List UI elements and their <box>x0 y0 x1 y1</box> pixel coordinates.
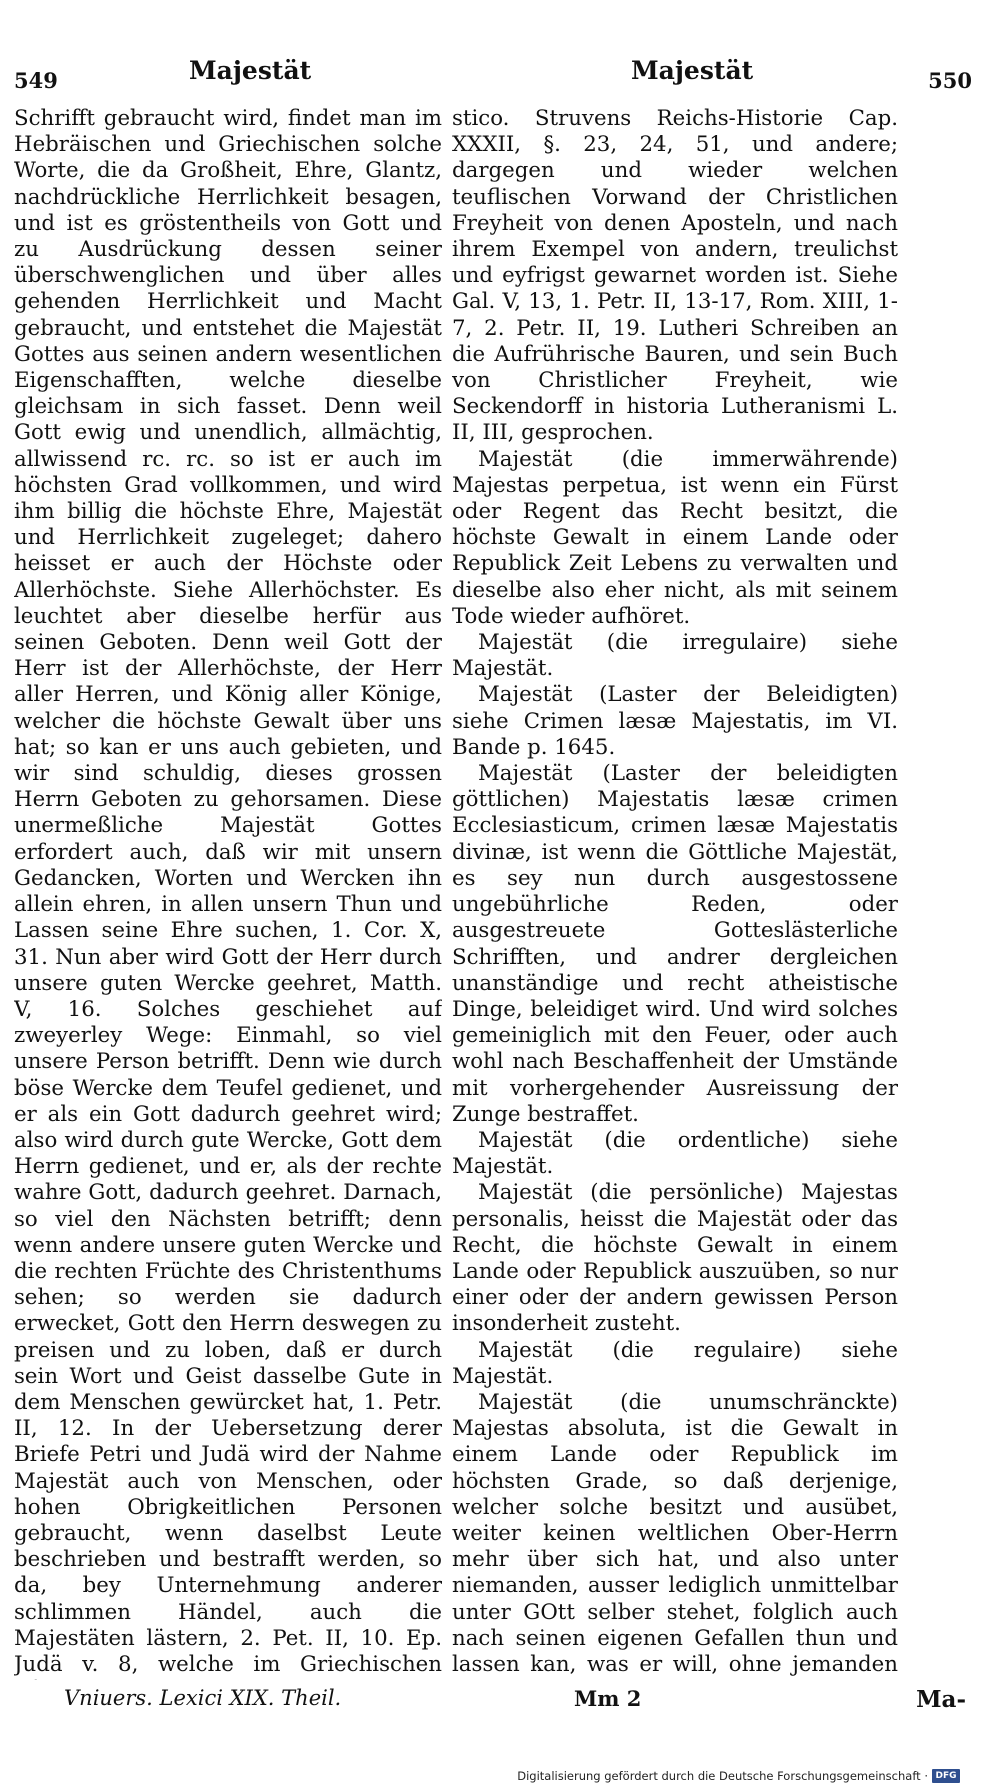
running-header <box>14 56 986 106</box>
page-number-left: 549 <box>14 68 58 93</box>
entry-majestat-laster-gottlichen: Majestät (Laster der beleidigten göttlichen) Majestatis læsæ crimen Ecclesiasticum, crimen læsæ Majestatis divinæ, ist wenn die Göttliche Majestät, es sey nun durch ausgestossene ungebührliche Reden, oder ausgestreuete Gotteslästerliche Schrifften, und andrer dergleichen unanständige und recht atheistische Dinge, beleidiget wird. Und wird solches gemeiniglich mit den Feuer, oder auch wohl nach Beschaffenheit der Umstände mit vorhergehender Ausreissung der Zunge bestraffet. <box>452 761 898 1127</box>
entry-majestat-unumschranckte: Majestät (die unumschränckte) Majestas absoluta, ist die Gewalt in einem Lande oder Republick im höchsten Grade, so daß derjenige, welcher solche besitzt und ausübet, weiter keinen weltlichen Ober-Herrn mehr über sich hat, und also unter niemanden, ausser lediglich unmittelbar unter GOtt selber stehet, folglich auch nach seinen eigenen Gefallen thun und lassen kan, was er will, ohne jemanden <box>452 1389 898 1677</box>
right-paragraph-continuation: stico. Struvens Reichs-Historie Cap. XXXII, §. 23, 24, 51, und andere; dargegen und wieder welchen teuflischen Vorwand der Christlichen Freyheit von denen Aposteln, und nach ihrem Exempel von andern, treulichst und eyfrigst gewarnet worden ist. Siehe Gal. V, 13, 1. Petr. II, 13-17, Rom. XIII, 1-7, 2. Petr. II, 19. Lutheri Schreiben an die Aufrührische Bauren, und sein Buch von Christlicher Freyheit, wie Seckendorff in historia Lutheranismi L. II, III, gesprochen. <box>452 106 898 446</box>
quire-mark: Mm 2 <box>574 1686 642 1711</box>
entry-majestat-regulaire: Majestät (die regulaire) siehe Majestät. <box>452 1337 898 1389</box>
catchword: Ma- <box>916 1686 966 1713</box>
right-column <box>452 106 898 1680</box>
signature-line: Vniuers. Lexici XIX. Theil. <box>64 1686 342 1710</box>
running-title-right: Majestät <box>631 56 754 85</box>
digitization-credit <box>517 1766 960 1786</box>
running-title-left: Majestät <box>189 56 312 85</box>
entry-majestat-ordentliche: Majestät (die ordentliche) siehe Majestät. <box>452 1127 898 1180</box>
entry-majestat-personliche: Majestät (die persönliche) Majestas personalis, heisst die Majestät oder das Recht, die höchste Gewalt in einem Lande oder Republick auszuüben, so nur einer oder der andern gewissen Person insonderheit zusteht. <box>452 1180 898 1337</box>
credit-text: Digitalisierung gefördert durch die Deutsche Forschungsgemeinschaft · <box>517 1769 928 1783</box>
left-paragraph: Schrifft gebraucht wird, findet man im Hebräischen und Griechischen solche Worte, die da Großheit, Ehre, Glantz, nachdrückliche Herrlichkeit besagen, und ist es gröstentheils von Gott und zu Ausdrückung dessen seiner überschwenglichen und über alles gehenden Herrlichkeit und Macht gebraucht, und entstehet die Majestät Gottes aus seinen andern wesentlichen Eigenschafften, welche dieselbe gleichsam in sich fasset. Denn weil Gott ewig und unendlich, allmächtig, allwissend rc. rc. so ist er auch im höchsten Grad vollkommen, und wird ihm billig die höchste Ehre, Majestät und Herrlichkeit zugeleget; dahero heisset er auch der Höchste oder Allerhöchste. Siehe Allerhöchster. Es leuchtet aber dieselbe herfür aus seinen Geboten. Denn weil Gott der Herr ist der Allerhöchste, der Herr aller Herren, und König aller Könige, welcher die höchste Gewalt über uns hat; so kan er uns auch gebieten, und wir sind schuldig, dieses grossen Herrn Geboten zu gehorsamen. Diese unermeßliche Majestät Gottes erfordert auch, daß wir mit unsern Gedancken, Worten und Wercken ihn allein ehren, in allen unsern Thun und Lassen seine Ehre suchen, 1. Cor. X, 31. Nun aber wird Gott der Herr durch unsere guten Wercke geehret, Matth. V, 16. Solches geschiehet auf zweyerley Wege: Einmahl, so viel unsere Person betrifft. Denn wie durch böse Wercke dem Teufel gedienet, und er als ein Gott dadurch geehret wird; also wird durch gute Wercke, Gott dem Herrn gedienet, und er, als der rechte wahre Gott, dadurch geehret. Darnach, so viel den Nächsten betrifft; denn wenn andere unsere guten Wercke und die rechten Früchte des Christenthums sehen; so werden sie dadurch erwecket, Gott den Herrn deswegen zu preisen und zu loben, daß er durch sein Wort und Geist dasselbe Gute in dem Menschen gewürcket hat, 1. Petr. II, 12. In der Uebersetzung derer Briefe Petri und Judä wird der Nahme Majestät auch von Menschen, oder hohen Obrigkeitlichen Personen gebraucht, wenn daselbst Leute beschrieben und bestrafft werden, so da, bey Unternehmung anderer schlimmen Händel, auch die Majestäten lästern, 2. Pet. II, 10. Ep. Judä v. 8, welche im Griechischen <box>14 106 442 1677</box>
left-column <box>14 106 442 1680</box>
dfg-logo-icon: DFG <box>932 1769 960 1783</box>
entry-majestat-laster-beleidigten: Majestät (Laster der Beleidigten) siehe Crimen læsæ Majestatis, im VI. Bande p. 1645. <box>452 682 898 760</box>
entry-majestat-irregulaire: Majestät (die irregulaire) siehe Majestät. <box>452 630 898 682</box>
page-footer <box>14 1686 986 1718</box>
entry-majestat-immerwahrende: Majestät (die immerwährende) Majestas perpetua, ist wenn ein Fürst oder Regent das Recht besitzt, die höchste Gewalt in einem Lande oder Republick Zeit Lebens zu verwalten und dieselbe also eher nicht, als mit seinem Tode wieder aufhöret. <box>452 446 898 629</box>
page-number-right: 550 <box>928 68 972 93</box>
